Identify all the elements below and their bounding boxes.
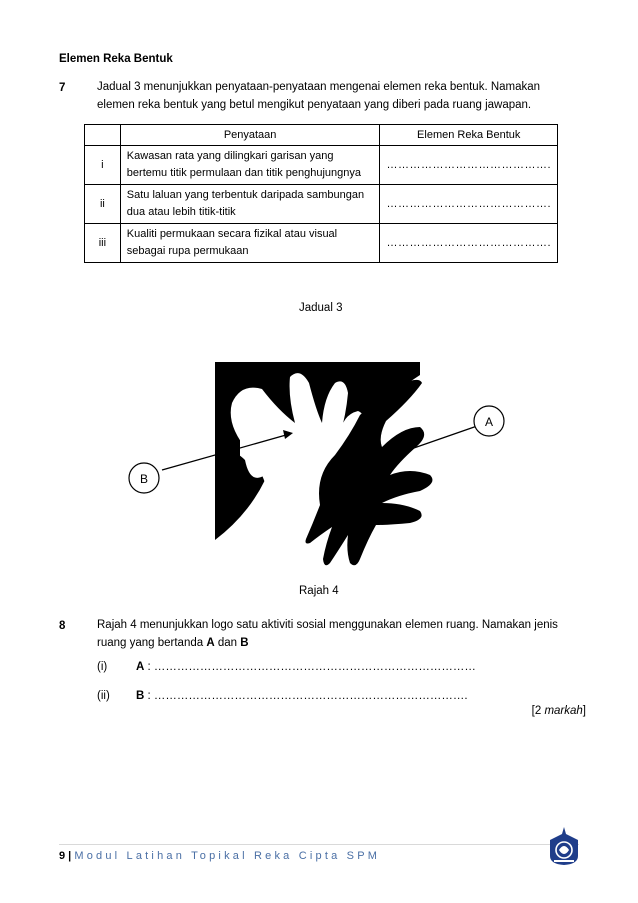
statement-line1: Satu laluan yang terbentuk daripada sambungan xyxy=(126,189,365,201)
answer-blank[interactable]: ……………………………………. xyxy=(380,224,558,263)
q8-text-part: dan xyxy=(214,637,241,649)
question-8-number: 8 xyxy=(59,620,66,632)
question-7-text-line1: Jadual 3 menunjukkan penyataan-penyataan mengenai elemen reka bentuk. Namakan xyxy=(97,81,541,93)
q8-label-a: A xyxy=(206,637,215,649)
row-number: ii xyxy=(85,185,121,224)
table-header-element: Elemen Reka Bentuk xyxy=(380,125,558,146)
section-title: Elemen Reka Bentuk xyxy=(59,53,173,65)
answer-line-b[interactable] xyxy=(136,687,468,705)
statement-line2: bertemu titik permulaan dan titik penghujungnya xyxy=(126,167,361,179)
marks-word: markah xyxy=(544,705,583,717)
q8-label-b: B xyxy=(240,637,249,649)
item-number: (i) xyxy=(97,661,108,673)
item-number: (ii) xyxy=(97,690,110,702)
table-header-statement: Penyataan xyxy=(120,125,380,146)
question-8-text-line2 xyxy=(97,634,558,652)
statement-line2: sebagai rupa permukaan xyxy=(126,245,249,257)
q8-text-part: ruang yang bertanda xyxy=(97,637,207,649)
statement-line1: Kawasan rata yang dilingkari garisan yang xyxy=(126,150,334,162)
table-3 xyxy=(84,124,558,263)
figure-rajah-4 xyxy=(120,355,520,585)
row-statement xyxy=(120,185,380,224)
answer-line-a[interactable] xyxy=(136,658,476,676)
marks-part: [2 xyxy=(531,705,545,717)
page-number: 9 xyxy=(59,850,66,862)
table-row xyxy=(85,185,558,224)
table-row xyxy=(85,224,558,263)
answer-blank[interactable]: ……………………………………. xyxy=(380,146,558,185)
question-7-number: 7 xyxy=(59,82,66,94)
label-a-circle xyxy=(474,406,504,436)
question-7-text xyxy=(97,78,540,114)
figure-caption: Rajah 4 xyxy=(299,585,339,597)
table-header-row xyxy=(85,125,558,146)
answer-item-ii xyxy=(97,687,110,705)
row-statement xyxy=(120,146,380,185)
school-logo-icon xyxy=(548,826,580,866)
question-8-text xyxy=(97,616,558,652)
item-label: B xyxy=(136,690,145,702)
item-label: A xyxy=(136,661,145,673)
row-number: i xyxy=(85,146,121,185)
table-caption: Jadual 3 xyxy=(299,302,343,314)
statement-line1: Kualiti permukaan secara fizikal atau visual xyxy=(126,228,338,240)
answer-blank[interactable]: : ………………………………………………………………………… xyxy=(144,661,476,673)
row-number: iii xyxy=(85,224,121,263)
table-header-no xyxy=(85,125,121,146)
marks-part: ] xyxy=(582,705,586,717)
marks-label xyxy=(532,705,586,717)
question-8-text-line1: Rajah 4 menunjukkan logo satu aktiviti sosial menggunakan elemen ruang. Namakan jenis xyxy=(97,619,558,631)
footer-title: Modul Latihan Topikal Reka Cipta SPM xyxy=(74,850,381,862)
answer-blank[interactable]: : ………………………………………………………………………. xyxy=(144,690,468,702)
answer-item-i xyxy=(97,658,107,676)
statement-line2: dua atau lebih titik-titik xyxy=(126,206,236,218)
question-7-text-line2: elemen reka bentuk yang betul mengikut penyataan yang diberi pada ruang jawapan. xyxy=(97,99,532,111)
label-b-circle xyxy=(129,463,159,493)
footer-separator: | xyxy=(65,850,75,862)
footer xyxy=(59,850,380,862)
row-statement xyxy=(120,224,380,263)
footer-divider xyxy=(59,844,579,845)
label-b: B xyxy=(139,472,149,486)
answer-blank[interactable]: ……………………………………. xyxy=(380,185,558,224)
label-a: A xyxy=(484,415,494,429)
table-row xyxy=(85,146,558,185)
